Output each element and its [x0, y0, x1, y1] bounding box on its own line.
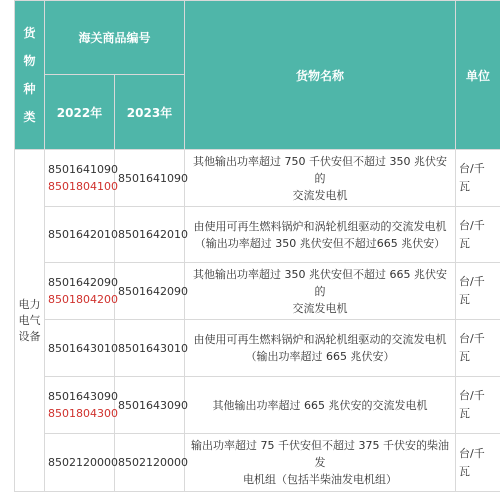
goods-name-line: （输出功率超过 350 兆伏安但不超过665 兆伏安） — [194, 236, 446, 250]
category-cell — [15, 150, 45, 492]
code-2023: 8501643010 — [115, 320, 185, 377]
goods-name-line: 由使用可再生燃料锅炉和涡轮机组驱动的交流发电机 — [193, 333, 447, 346]
header-year-2023: 2023年 — [115, 75, 185, 150]
code-2022-cell — [45, 434, 118, 492]
unit-line: 瓦 — [459, 293, 471, 306]
category-line: 电力 — [18, 297, 41, 311]
goods-name-cell — [185, 320, 456, 377]
category-line: 设备 — [18, 329, 41, 343]
goods-name-line: 其他输出功率超过 350 兆伏安但不超过 665 兆伏安的 — [193, 267, 447, 298]
header-unit: 单位 — [456, 1, 500, 150]
goods-name-line: 其他输出功率超过 665 兆伏安的交流发电机 — [212, 398, 428, 412]
unit-line: 瓦 — [459, 350, 471, 363]
goods-name-cell — [185, 150, 456, 207]
unit-line: 瓦 — [459, 180, 471, 193]
unit-cell — [456, 150, 500, 207]
unit-line: 台/千 — [459, 446, 485, 460]
code-2022: 8501643090 — [48, 390, 118, 403]
unit-cell — [456, 263, 500, 320]
code-2022-new: 8501804100 — [48, 180, 118, 193]
code-2023: 8501642090 — [115, 263, 185, 320]
unit-line: 瓦 — [459, 464, 471, 478]
code-2023: 8501643090 — [115, 377, 185, 434]
unit-line: 台/千 — [459, 162, 485, 175]
code-2022: 8501642010 — [48, 228, 118, 241]
unit-line: 台/千 — [459, 332, 485, 345]
goods-name-line: 其他输出功率超过 750 千伏安但不超过 350 兆伏安的 — [193, 154, 447, 185]
code-2022-new: 8501804200 — [48, 293, 118, 306]
goods-name-line: （输出功率超过 665 兆伏安） — [245, 350, 395, 363]
goods-name-cell — [185, 263, 456, 320]
unit-cell — [456, 320, 500, 377]
goods-name-cell — [185, 377, 456, 434]
goods-name-line: 输出功率超过 75 千伏安但不超过 375 千伏安的柴油发 — [191, 439, 449, 469]
table-row — [15, 263, 500, 320]
goods-name-cell — [185, 434, 456, 492]
header-goods-name: 货物名称 — [185, 1, 456, 150]
unit-cell — [456, 207, 500, 263]
table-row — [15, 377, 500, 434]
header-category — [15, 1, 45, 150]
goods-name-line: 交流发电机 — [292, 301, 348, 315]
code-2022-new: 8501804300 — [48, 407, 118, 420]
code-2022-cell — [45, 320, 118, 377]
code-2022: 8501641090 — [48, 163, 118, 176]
code-2022: 8501642090 — [48, 276, 118, 289]
unit-line: 台/千 — [459, 218, 485, 232]
unit-line: 台/千 — [459, 275, 485, 288]
unit-line: 瓦 — [459, 236, 471, 250]
table-row — [15, 150, 500, 207]
code-2022-cell — [45, 150, 118, 207]
goods-name-line: 电机组（包括半柴油发电机组） — [243, 473, 398, 486]
unit-cell — [456, 377, 500, 434]
code-2022: 8501643010 — [48, 341, 118, 355]
header-category-char: 物 — [23, 54, 36, 68]
category-line: 电气 — [18, 313, 41, 327]
goods-name-line: 由使用可再生燃料锅炉和涡轮机组驱动的交流发电机 — [193, 219, 447, 233]
header-category-char: 类 — [23, 110, 36, 124]
table-row — [15, 434, 500, 492]
table-row — [15, 207, 500, 263]
goods-name-cell — [185, 207, 456, 263]
header-category-char: 货 — [23, 26, 36, 40]
code-2022-cell — [45, 207, 118, 263]
goods-name-line: 交流发电机 — [292, 188, 348, 202]
code-2023: 8502120000 — [115, 434, 185, 492]
code-2022: 8502120000 — [48, 456, 118, 469]
code-2022-cell — [45, 263, 118, 320]
header-year-2022: 2022年 — [45, 75, 115, 150]
table-row — [15, 320, 500, 377]
unit-cell — [456, 434, 500, 492]
code-2022-cell — [45, 377, 118, 434]
unit-line: 瓦 — [459, 407, 471, 420]
unit-line: 台/千 — [459, 389, 485, 402]
customs-goods-table — [14, 0, 500, 492]
code-2023: 8501641090 — [115, 150, 185, 207]
header-category-char: 种 — [23, 82, 36, 96]
code-2023: 8501642010 — [115, 207, 185, 263]
header-customs-code: 海关商品编号 — [45, 1, 185, 75]
